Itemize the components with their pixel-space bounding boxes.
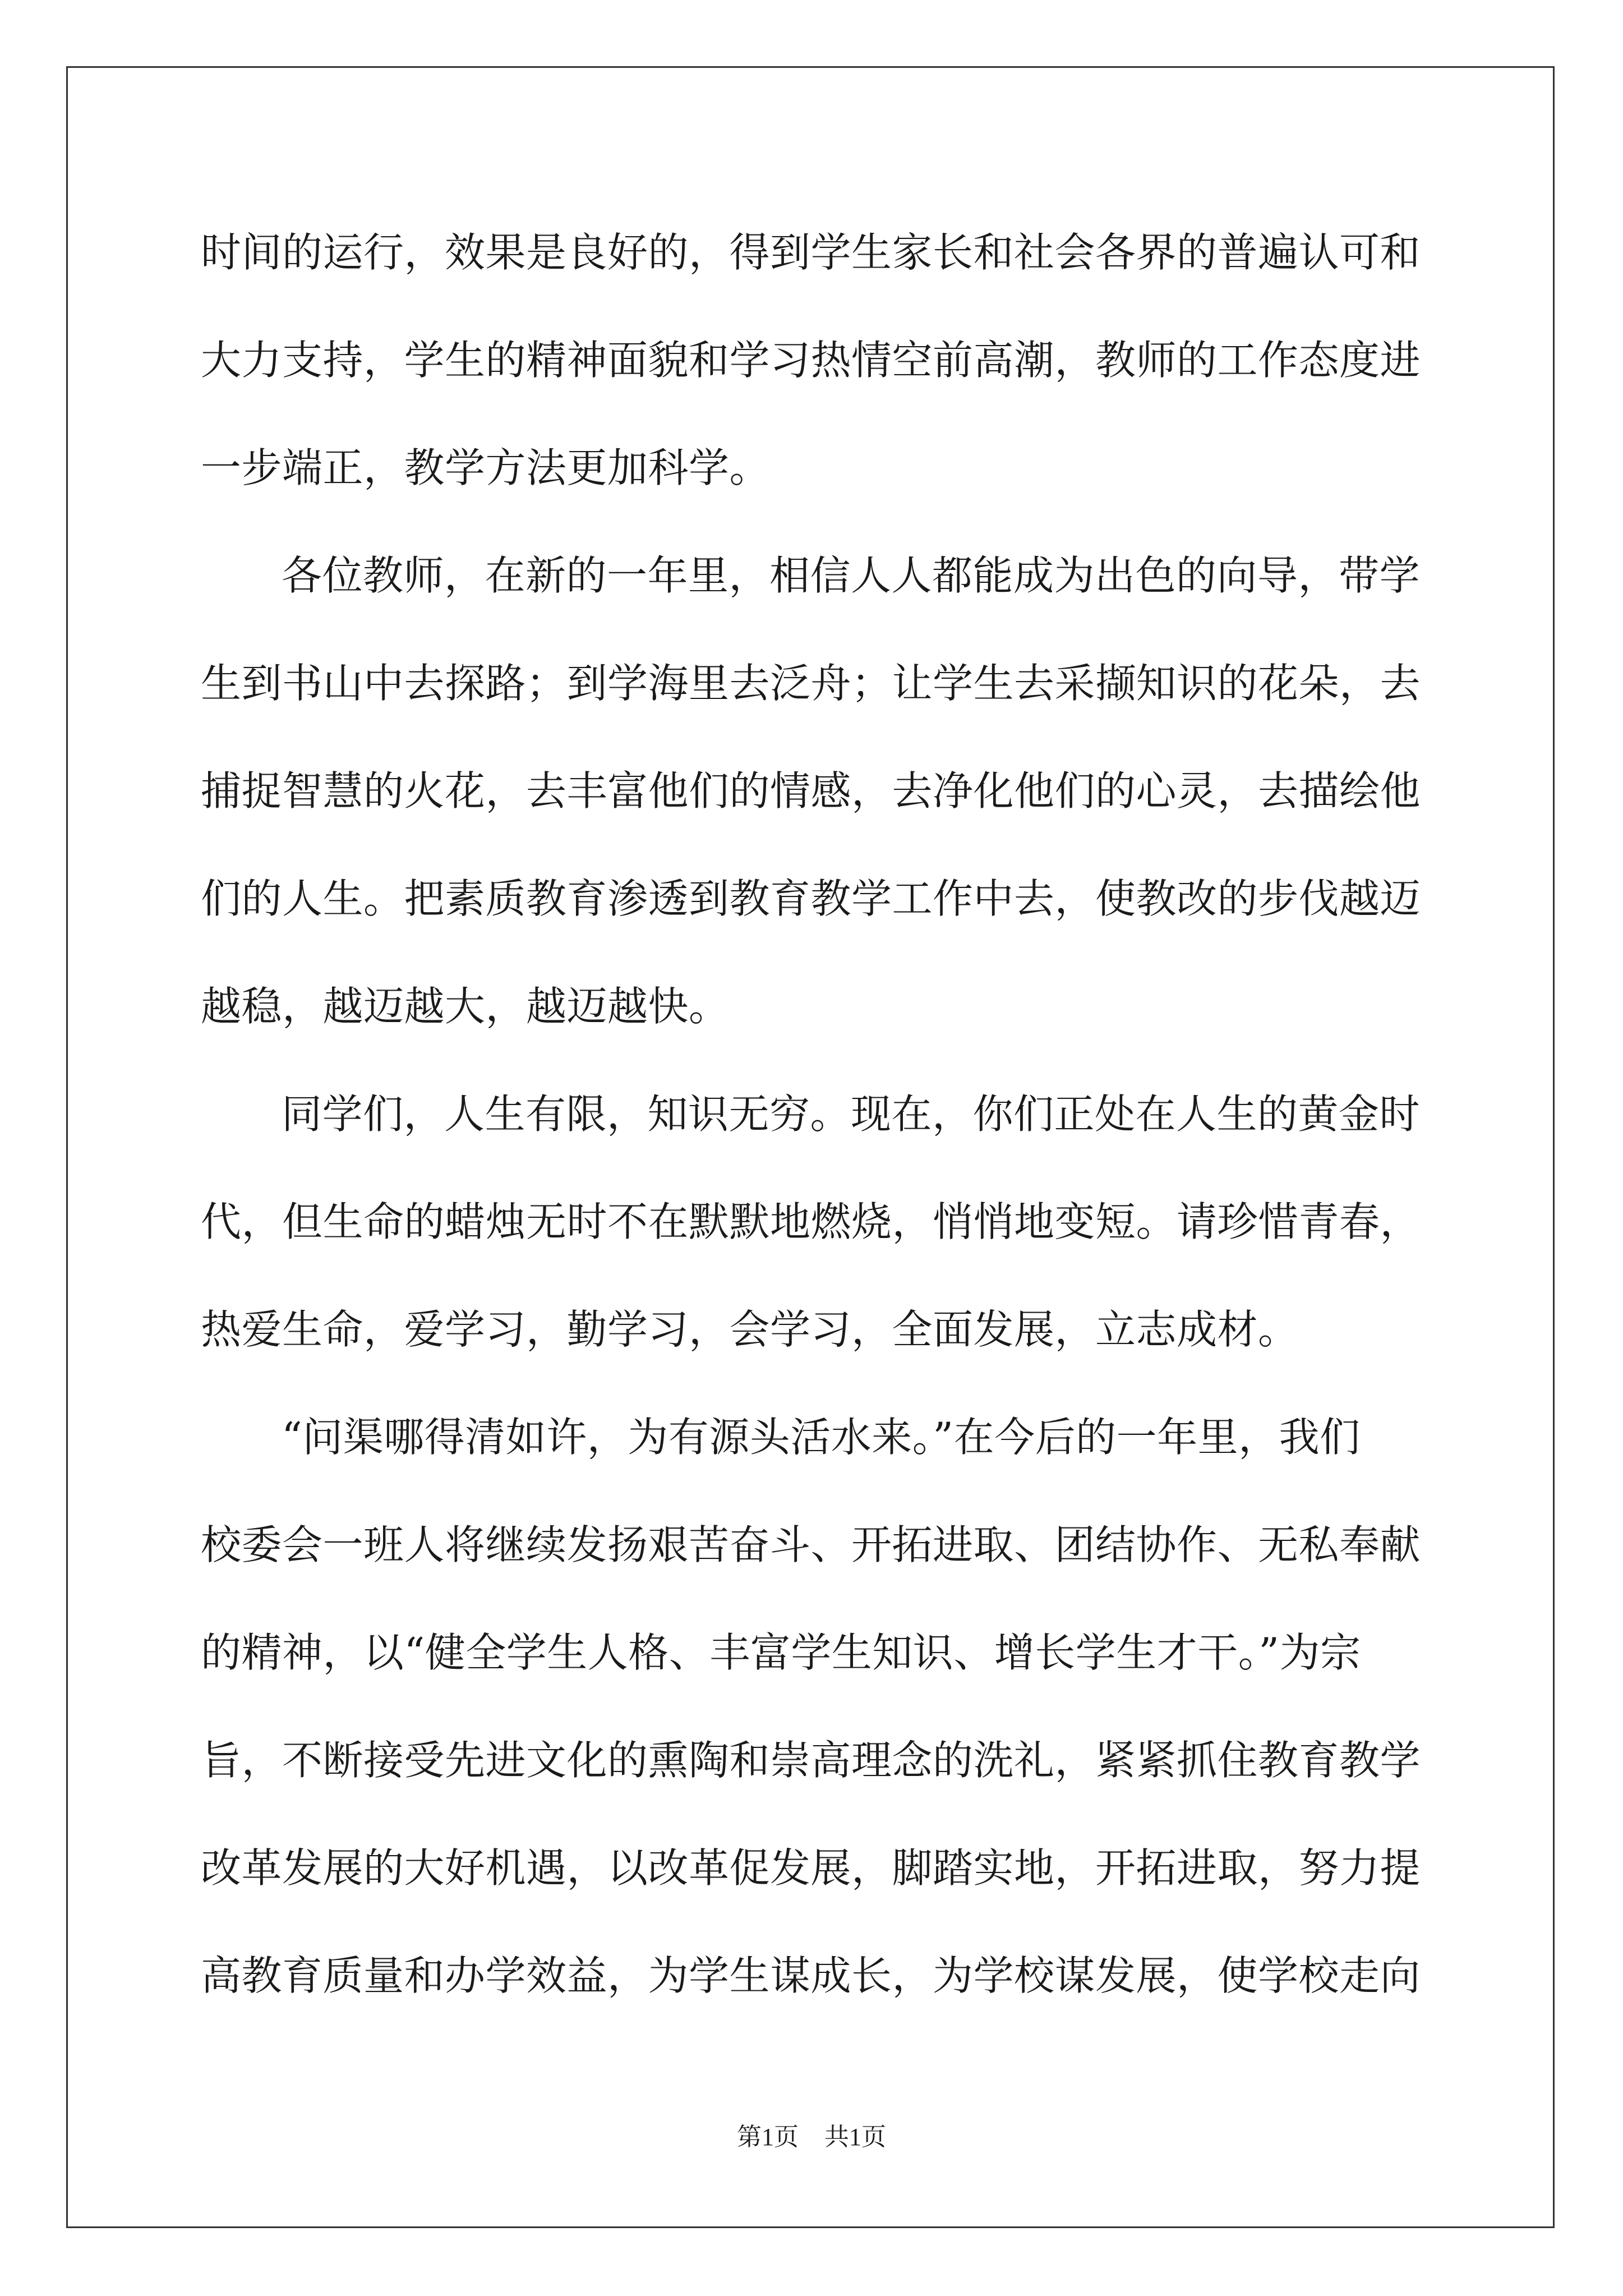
text-line: 代，但生命的蜡烛无时不在默默地燃烧，悄悄地变短。请珍惜青春，	[201, 1198, 1421, 1245]
text-line: 时间的运行，效果是良好的，得到学生家长和社会各界的普遍认可和	[201, 229, 1421, 276]
text-line: 大力支持，学生的精神面貌和学习热情空前高潮，教师的工作态度进	[201, 337, 1421, 384]
text-line: 高教育质量和办学效益，为学生谋成长，为学校谋发展，使学校走向	[201, 1952, 1421, 1999]
text-line: 热爱生命，爱学习，勤学习，会学习，全面发展，立志成材。	[201, 1306, 1299, 1353]
paragraph-first-line: 同学们，人生有限，知识无穷。现在，你们正处在人生的黄金时	[282, 1091, 1421, 1138]
text-line: 们的人生。把素质教育渗透到教育教学工作中去，使教改的步伐越迈	[201, 875, 1421, 922]
text-line: 一步端正，教学方法更加科学。	[201, 444, 771, 491]
paragraph-first-line: 各位教师，在新的一年里，相信人人都能成为出色的向导，带学	[282, 552, 1421, 599]
text-line: 越稳，越迈越大，越迈越快。	[201, 983, 730, 1030]
text-line: 校委会一班人将继续发扬艰苦奋斗、开拓进取、团结协作、无私奉献	[201, 1521, 1421, 1568]
text-line: 旨，不断接受先进文化的熏陶和崇高理念的洗礼，紧紧抓住教育教学	[201, 1737, 1421, 1784]
document-body	[201, 219, 1435, 2050]
text-line: 改革发展的大好机遇，以改革促发展，脚踏实地，开拓进取，努力提	[201, 1844, 1421, 1892]
text-line: 捕捉智慧的火花，去丰富他们的情感，去净化他们的心灵，去描绘他	[201, 767, 1421, 815]
text-line: 的精神，以“健全学生人格、丰富学生知识、增长学生才干。”为宗	[201, 1629, 1361, 1676]
paragraph-first-line: “问渠哪得清如许，为有源头活水来。”在今后的一年里，我们	[282, 1414, 1361, 1461]
page-footer	[0, 2120, 1623, 2154]
page-number-total: 共1页	[824, 2123, 886, 2151]
page-number-current: 第1页	[737, 2123, 799, 2151]
text-line: 生到书山中去探路；到学海里去泛舟；让学生去采撷知识的花朵，去	[201, 660, 1421, 707]
